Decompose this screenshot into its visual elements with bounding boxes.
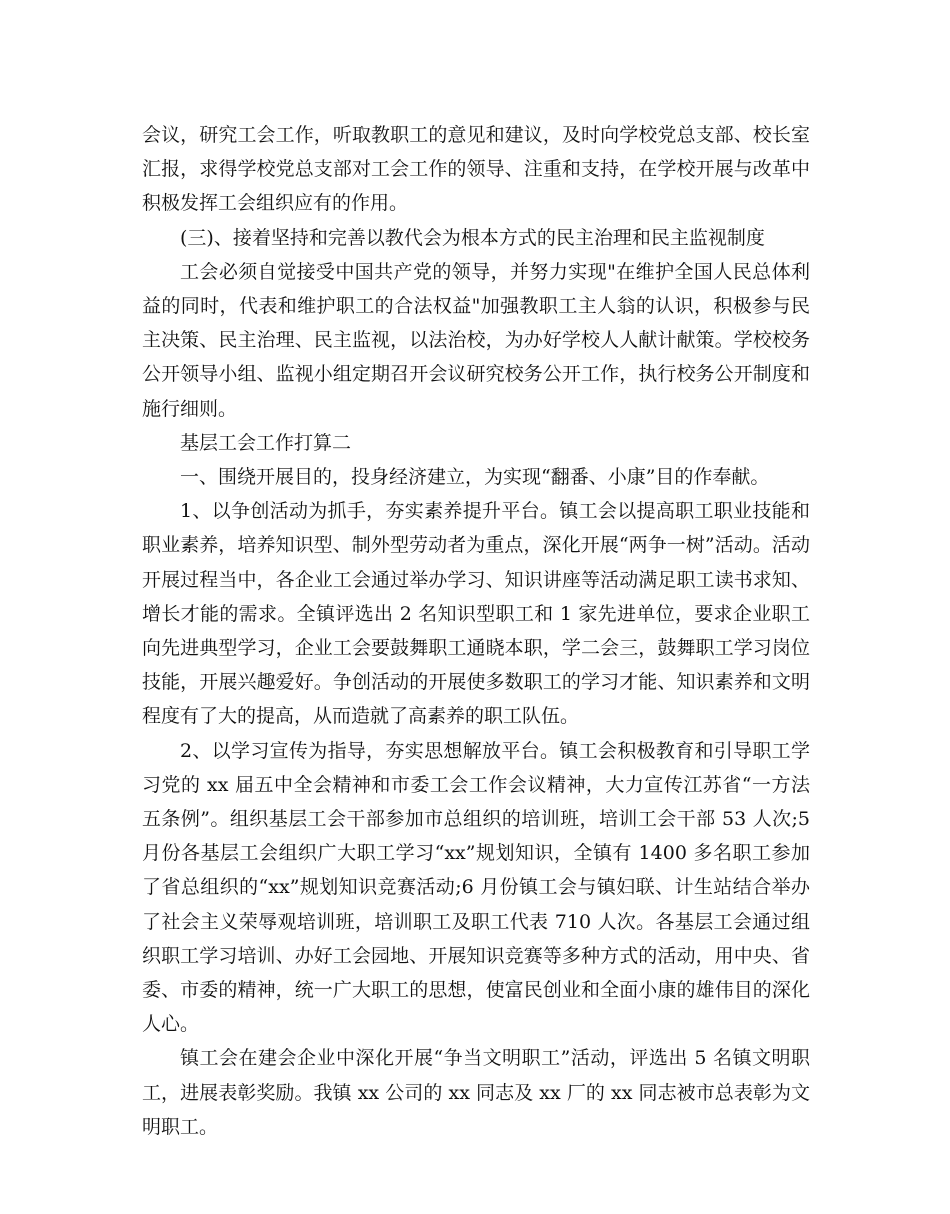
paragraph-2: (三)、接着坚持和完善以教代会为根本方式的民主治理和民主监视制度 — [180, 226, 765, 249]
paragraph-5: 一、围绕开展目的，投身经济建立，为实现“翻番、小康”目的作奉献。 — [180, 466, 770, 489]
section-heading: 基层工会工作打算二 — [180, 431, 352, 454]
document-body — [142, 118, 810, 1144]
paragraph-7: 2、以学习宣传为指导，夯实思想解放平台。镇工会积极教育和引导职工学习党的 xx 届五中全会精神和市委工会工作会议精神，大力宣传江苏省“一方法五条例”。组织基层工会干部参加市总组织的培训班，培训工会干部 53 人次;5 月份各基层工会组织广大职工学习“xx”规划知识，全镇有 1400 多名职工参加了省总组织的“xx”规划知识竞赛活动;6 月份镇工会与镇妇联、计生站结合举办了社会主义荣辱观培训班，培训职工及职工代表 710 人次。各基层工会通过组织职工学习培训、办好工会园地、开展知识竞赛等多种方式的活动，用中央、省委、市委的精神，统一广大职工的思想，使富民创业和全面小康的雄伟目的深化人心。 — [142, 739, 810, 1036]
paragraph-3: 工会必须自觉接受中国共产党的领导，并努力实现"在维护全国人民总体利益的同时，代表和维护职工的合法权益"加强教职工主人翁的认识，积极参与民主决策、民主治理、民主监视，以法治校，为办好学校人人献计献策。学校校务公开领导小组、监视小组定期召开会议研究校务公开工作，执行校务公开制度和施行细则。 — [142, 260, 810, 420]
paragraph-1: 会议，研究工会工作，听取教职工的意见和建议，及时向学校党总支部、校长室汇报，求得学校党总支部对工会工作的领导、注重和支持，在学校开展与改革中积极发挥工会组织应有的作用。 — [142, 124, 810, 215]
paragraph-6: 1、以争创活动为抓手，夯实素养提升平台。镇工会以提高职工职业技能和职业素养，培养知识型、制外型劳动者为重点，深化开展“两争一树”活动。活动开展过程当中，各企业工会通过举办学习、知识讲座等活动满足职工读书求知、增长才能的需求。全镇评选出 2 名知识型职工和 1 家先进单位，要求企业职工向先进典型学习，企业工会要鼓舞职工通晓本职，学二会三，鼓舞职工学习岗位技能，开展兴趣爱好。争创活动的开展使多数职工的学习才能、知识素养和文明程度有了大的提高，从而造就了高素养的职工队伍。 — [142, 500, 810, 728]
paragraph-8: 镇工会在建会企业中深化开展“争当文明职工”活动，评选出 5 名镇文明职工，进展表彰奖励。我镇 xx 公司的 xx 同志及 xx 厂的 xx 同志被市总表彰为文明职工。 — [142, 1047, 810, 1138]
